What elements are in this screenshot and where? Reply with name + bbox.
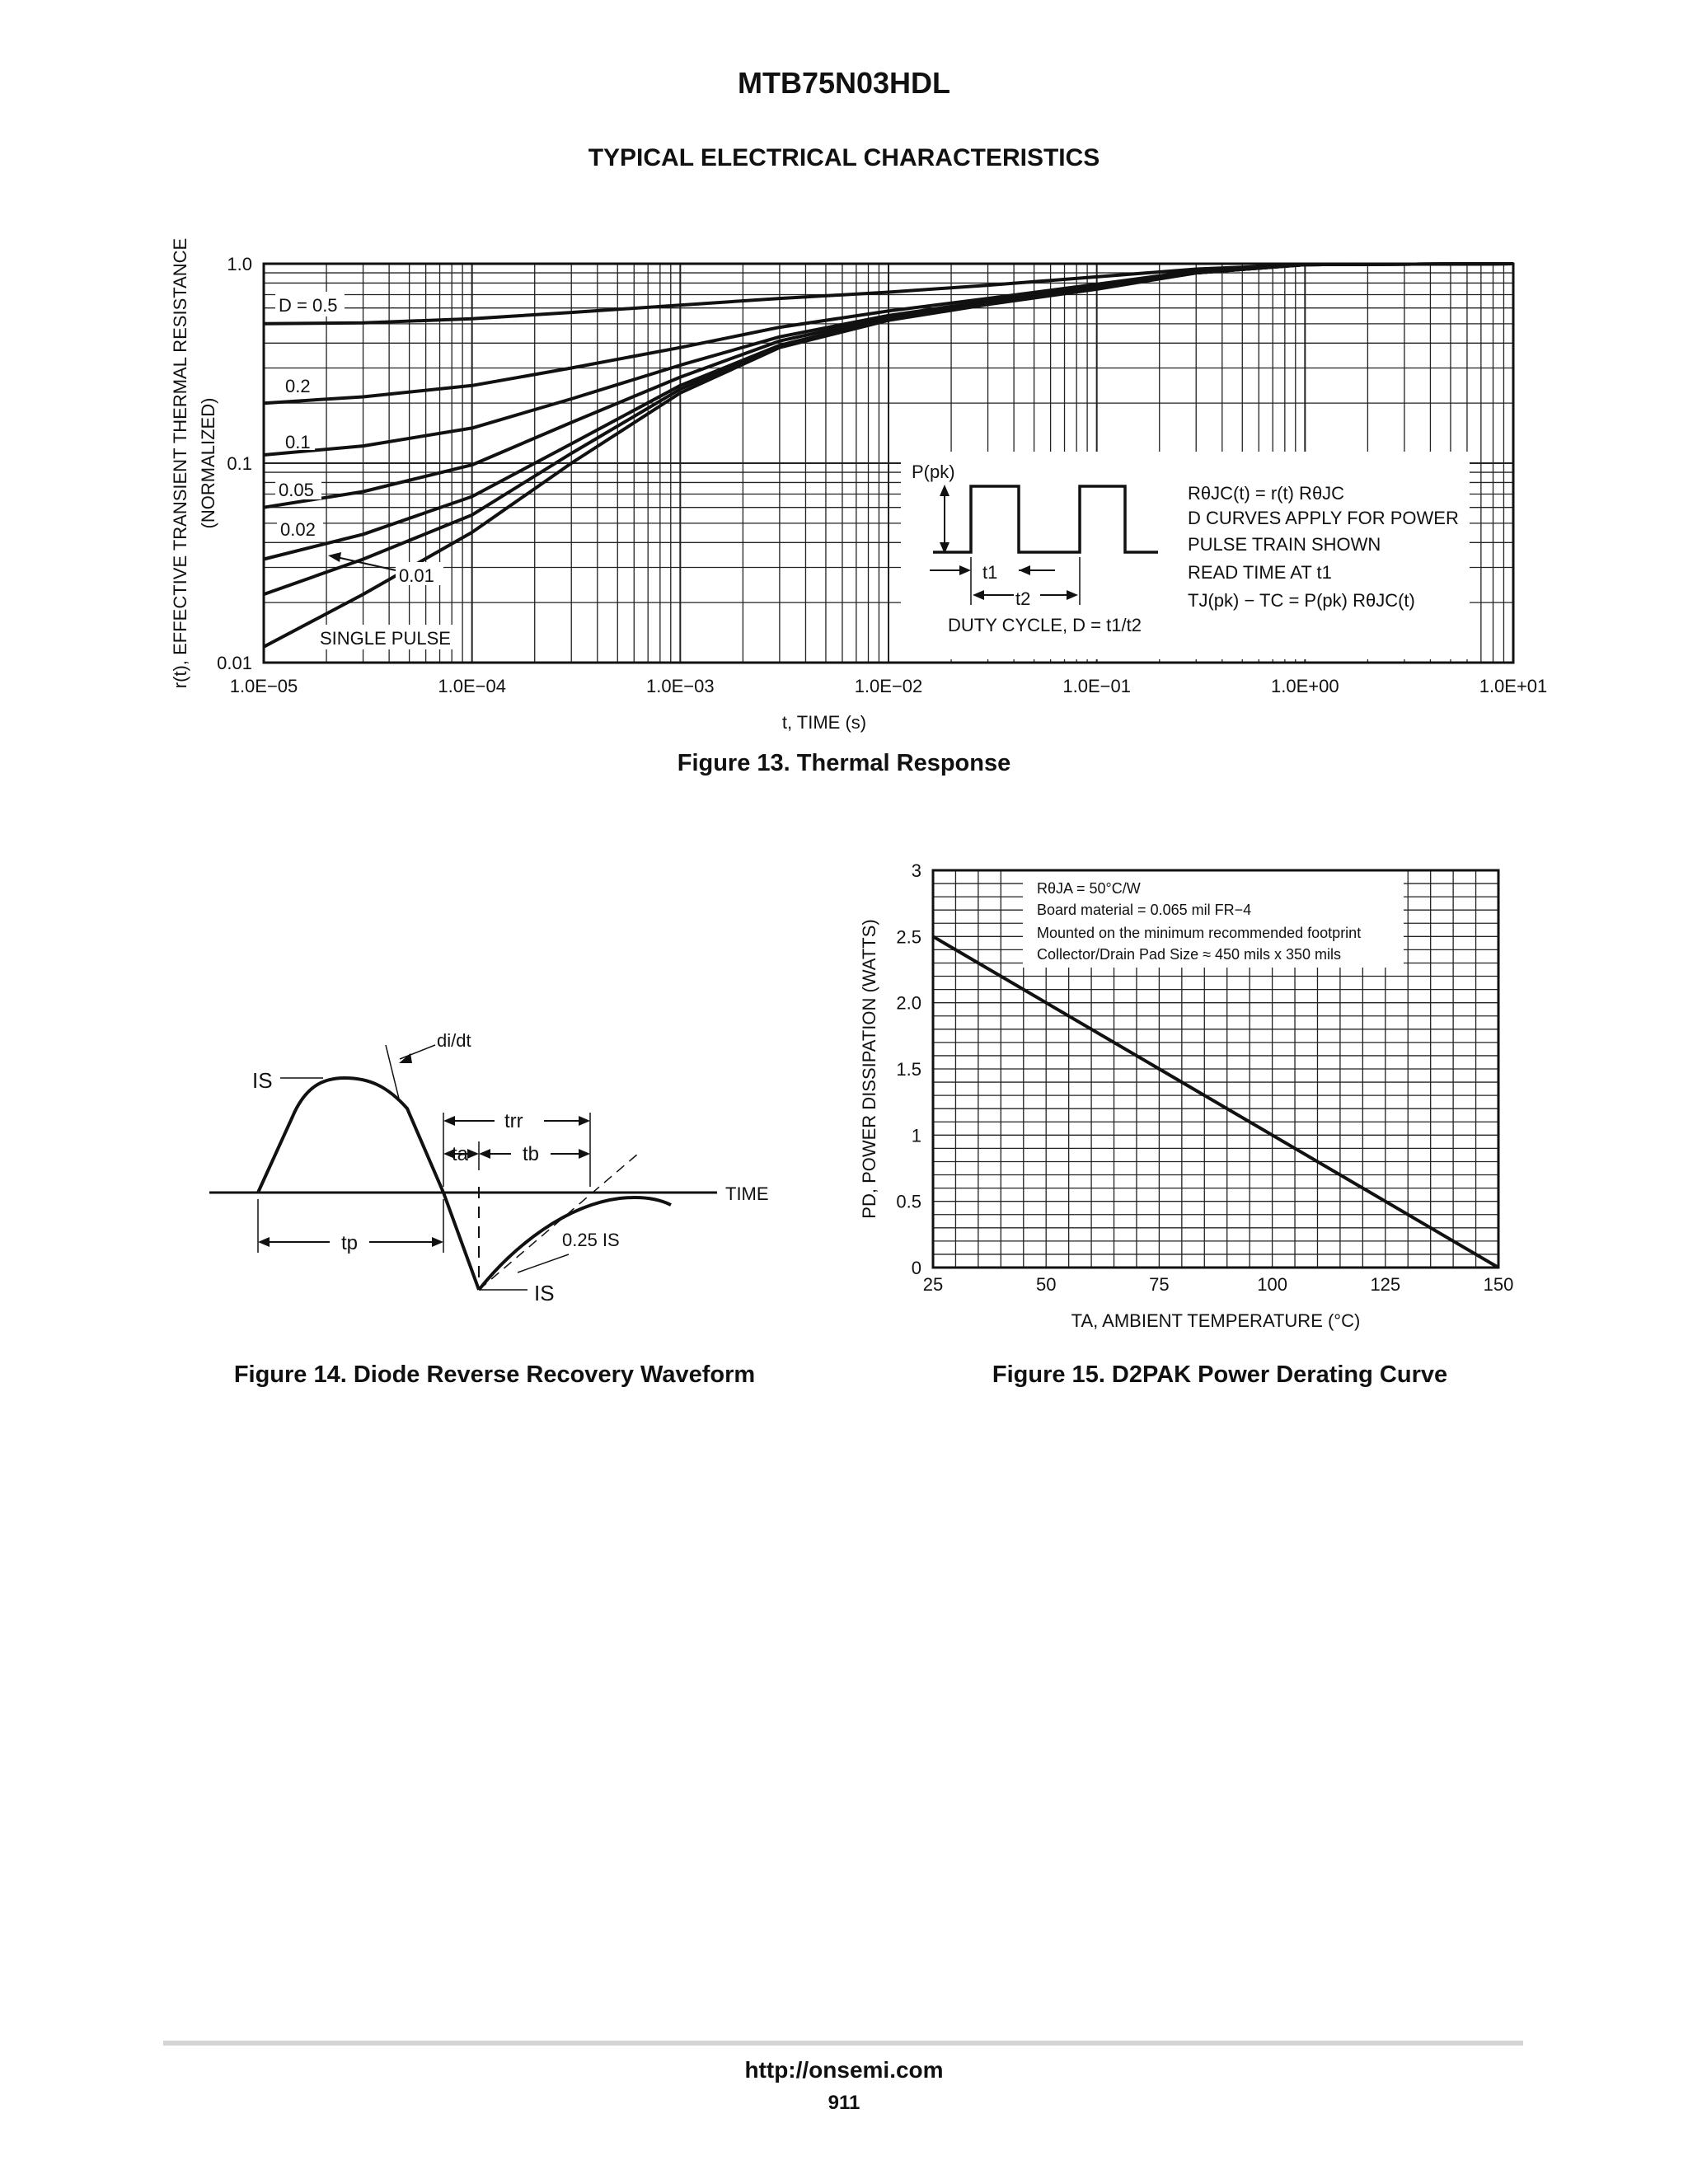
derating-x-tick: 100 xyxy=(1257,1274,1287,1295)
derating-y-axis-label: PD, POWER DISSIPATION (WATTS) xyxy=(859,919,879,1219)
derating-note-4: Collector/Drain Pad Size ≈ 450 mils x 350 mils xyxy=(1037,946,1342,963)
thermal-x-axis-label: t, TIME (s) xyxy=(781,712,867,733)
curve-label-d01: 0.1 xyxy=(285,432,311,452)
is-top-label: IS xyxy=(252,1068,273,1093)
derating-y-tick: 2.5 xyxy=(896,926,921,948)
thermal-x-tick: 1.0E−04 xyxy=(438,676,506,696)
curve-label-d05: D = 0.5 xyxy=(279,295,338,316)
trr-label: trr xyxy=(504,1110,523,1132)
section-title: TYPICAL ELECTRICAL CHARACTERISTICS xyxy=(588,144,1100,171)
derating-y-tick: 0.5 xyxy=(896,1191,921,1212)
footer-url[interactable]: http://onsemi.com xyxy=(744,2057,944,2083)
thermal-x-tick: 1.0E−02 xyxy=(854,676,923,696)
curve-label-d02: 0.2 xyxy=(285,376,311,396)
derating-x-tick: 75 xyxy=(1149,1274,1170,1295)
derating-x-ticks xyxy=(923,1274,1514,1295)
derating-note-3: Mounted on the minimum recommended footprint xyxy=(1037,925,1362,941)
derating-x-tick: 150 xyxy=(1483,1274,1514,1295)
curve-label-d001: 0.01 xyxy=(399,565,434,586)
thermal-y-tick: 0.1 xyxy=(227,453,252,474)
thermal-x-tick: 1.0E−01 xyxy=(1062,676,1131,696)
thermal-y-tick: 1.0 xyxy=(227,254,252,274)
t1-label: t1 xyxy=(982,562,998,583)
time-label: TIME xyxy=(725,1183,769,1204)
tp-label: tp xyxy=(341,1232,359,1254)
tb-label: tb xyxy=(523,1143,540,1165)
derating-note-1: RθJA = 50°C/W xyxy=(1037,880,1141,897)
derating-note-2: Board material = 0.065 mil FR−4 xyxy=(1037,902,1252,918)
inset-line-2: D CURVES APPLY FOR POWER xyxy=(1188,508,1459,528)
derating-y-tick: 0 xyxy=(911,1258,921,1278)
thermal-x-tick: 1.0E+01 xyxy=(1479,676,1548,696)
t2-label: t2 xyxy=(1015,588,1031,609)
derating-x-axis-label: TA, AMBIENT TEMPERATURE (°C) xyxy=(1071,1310,1361,1331)
duty-cycle-label: DUTY CYCLE, D = t1/t2 xyxy=(948,615,1142,635)
derating-y-tick: 2.0 xyxy=(896,992,921,1014)
thermal-y-axis-label-2: (NORMALIZED) xyxy=(198,397,218,529)
figure-13-caption: Figure 13. Thermal Response xyxy=(677,750,1011,776)
thermal-x-tick: 1.0E−03 xyxy=(646,676,715,696)
inset-line-4: READ TIME AT t1 xyxy=(1188,562,1332,583)
derating-y-ticks xyxy=(896,860,921,1278)
inset-line-5: TJ(pk) − TC = P(pk) RθJC(t) xyxy=(1188,590,1415,611)
curve-label-d002: 0.02 xyxy=(280,519,316,540)
thermal-x-tick: 1.0E+00 xyxy=(1271,676,1339,696)
page-number: 911 xyxy=(828,2092,860,2114)
figure-14-caption: Figure 14. Diode Reverse Recovery Waveform xyxy=(233,1361,756,1388)
thermal-y-tick: 0.01 xyxy=(217,653,252,673)
ta-label: ta xyxy=(452,1143,469,1165)
thermal-x-tick: 1.0E−05 xyxy=(229,676,298,696)
curve-label-single-pulse: SINGLE PULSE xyxy=(320,628,451,649)
figure-15-caption: Figure 15. D2PAK Power Derating Curve xyxy=(992,1361,1448,1388)
footer-rule xyxy=(163,2041,1523,2046)
is-bottom-label: IS xyxy=(534,1281,555,1305)
derating-y-tick: 1 xyxy=(911,1125,921,1146)
inset-line-1: RθJC(t) = r(t) RθJC xyxy=(1188,483,1345,504)
quarter-is-label: 0.25 IS xyxy=(562,1230,620,1250)
curve-label-d005: 0.05 xyxy=(279,480,314,500)
derating-x-tick: 25 xyxy=(922,1274,944,1295)
derating-x-tick: 125 xyxy=(1370,1274,1401,1295)
document-title: MTB75N03HDL xyxy=(737,66,951,100)
didt-label: di/dt xyxy=(437,1030,471,1051)
derating-line xyxy=(933,936,1498,1268)
thermal-y-axis-label-1: r(t), EFFECTIVE TRANSIENT THERMAL RESISTANCE xyxy=(170,237,190,689)
inset-line-3: PULSE TRAIN SHOWN xyxy=(1188,534,1381,555)
derating-y-tick: 1.5 xyxy=(896,1059,921,1080)
derating-x-tick: 50 xyxy=(1035,1274,1057,1295)
p-pk-label: P(pk) xyxy=(912,462,955,482)
derating-y-tick: 3 xyxy=(911,860,921,881)
